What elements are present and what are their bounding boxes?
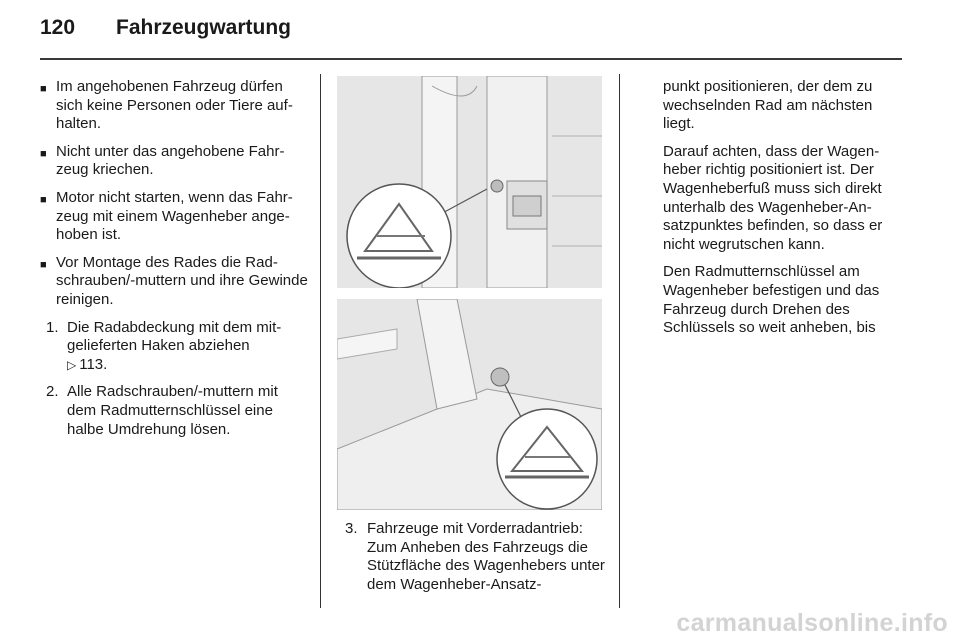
square-bullet-icon: ■: [40, 83, 47, 95]
page-reference-icon[interactable]: ▷: [67, 357, 77, 372]
bullet-item: [40, 78, 310, 134]
bullet-text: Motor nicht starten, wenn das Fahrzeug mit einem Wagenheber angehoben ist.: [56, 188, 293, 244]
paragraph: Den Radmutternschlüssel am Wagenheber befestigen und das Fahrzeug durch Drehen des Schlüssels so weit anheben, bis: [663, 263, 880, 337]
step-item: [40, 383, 310, 439]
step-text: Zum Anheben des Fahrzeugs die Stützfläche des Wagenhebers unter dem Wagenheber-Ansatz-: [367, 538, 605, 593]
step-text: Die Radabdeckung mit dem mitgelieferten Haken abziehen: [67, 318, 282, 355]
bullet-text: Nicht unter das angehobene Fahrzeug kriechen.: [56, 142, 285, 179]
right-column: [663, 78, 908, 347]
bullet-item: [40, 189, 310, 245]
step-item: [339, 520, 609, 539]
paragraph: punkt positionieren, der dem zu wechselnden Rad am nächsten liegt.: [663, 78, 873, 133]
watermark: carmanualsonline.info: [676, 609, 948, 637]
step-text: Alle Radschrauben/-muttern mit dem Radmutternschlüssel eine halbe Umdrehung lösen.: [67, 383, 278, 438]
bullet-item: [40, 254, 310, 310]
step-item: [40, 319, 310, 375]
page-number: 120: [40, 16, 76, 39]
jack-point-illustration-rear: [337, 76, 602, 288]
bullet-text: Vor Montage des Rades die Radschrauben/-muttern und ihre Gewinde reinigen.: [56, 253, 308, 308]
figure-jack-rear-illustration: [337, 76, 602, 288]
page-title: Fahrzeugwartung: [116, 16, 292, 39]
step-lead: Fahrzeuge mit Vorderradantrieb:: [367, 520, 583, 537]
header-rule: [40, 58, 902, 60]
square-bullet-icon: ■: [40, 193, 47, 206]
middle-column: [339, 520, 609, 594]
step-number: 2.: [46, 383, 59, 401]
bullet-text: Im angehobenen Fahrzeug dürfen sich keine Personen oder Tiere aufhalten.: [56, 78, 293, 133]
page-header: [40, 16, 900, 46]
left-column: [40, 78, 310, 448]
column-divider: [320, 74, 321, 608]
paragraph: Darauf achten, dass der Wagenheber richtig positioniert ist. Der Wagenheberfuß muss sich direkt unterhalb des Wagenheber-Ansatzpunktes befinden, so dass er nicht wegrutschen kann.: [663, 142, 883, 253]
step-number: 1.: [46, 318, 59, 336]
page-reference[interactable]: 113.: [79, 355, 108, 373]
step-number: 3.: [345, 520, 358, 537]
square-bullet-icon: ■: [40, 147, 47, 160]
jack-point-illustration-front: [337, 299, 602, 510]
square-bullet-icon: ■: [40, 258, 47, 271]
figure-jack-front-illustration: [337, 299, 602, 510]
bullet-item: [40, 143, 310, 180]
column-divider: [619, 74, 620, 608]
